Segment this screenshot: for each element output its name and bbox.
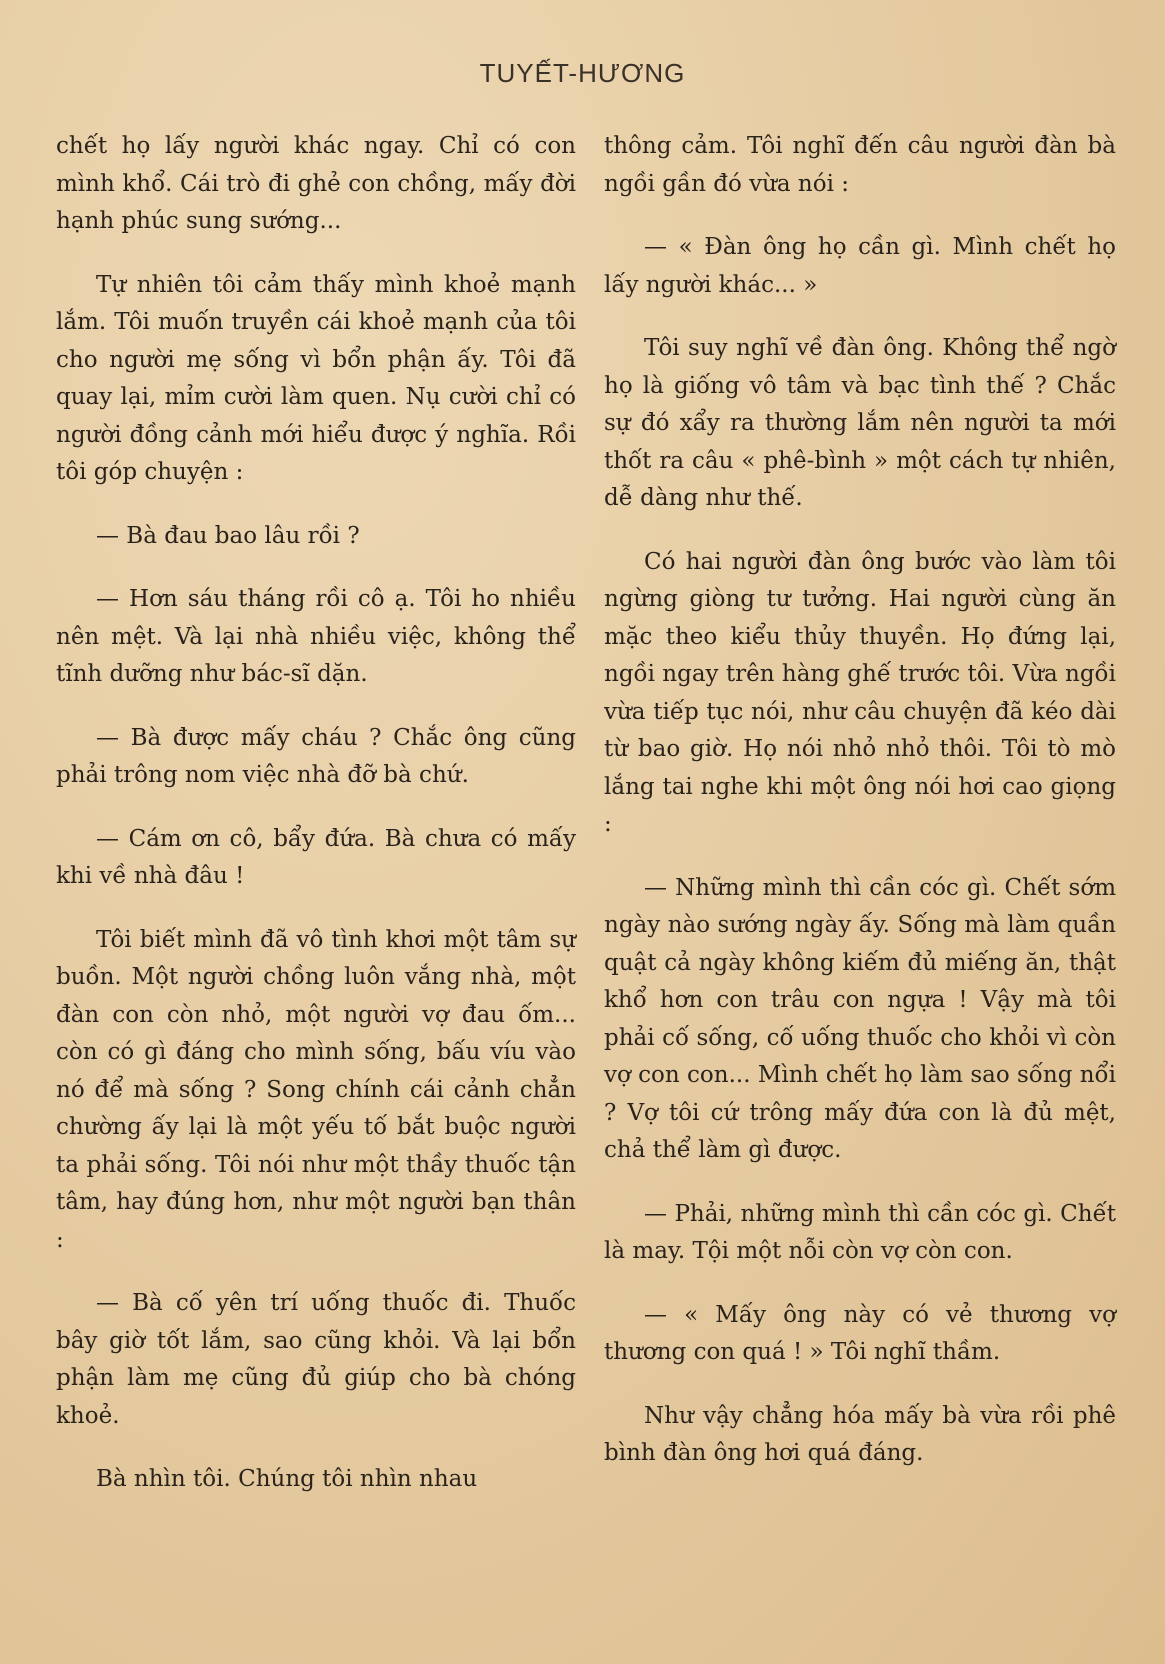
paragraph: Bà nhìn tôi. Chúng tôi nhìn nhau <box>96 1466 478 1492</box>
paragraph: chết họ lấy người khác ngay. Chỉ có con mình khổ. Cái trò đi ghẻ con chồng, mấy đời hạnh phúc sung sướng... <box>56 133 576 234</box>
dialogue-line: — Cám ơn cô, bẩy đứa. Bà chưa có mấy khi về nhà đâu ! <box>56 825 576 889</box>
dialogue-line: — Những mình thì cần cóc gì. Chết sớm ngày nào sướng ngày ấy. Sống mà làm quần quật cả ngày không kiếm đủ miếng ăn, thật khổ hơn con trâu con ngựa ! Vậy mà tôi phải cố sống, cố uống thuốc cho khỏi vì còn vợ con con... Mình chết họ làm sao sống nổi ? Vợ tôi cứ trông mấy đứa con là đủ mệt, chả thể làm gì được. <box>604 874 1116 1163</box>
right-text-column <box>604 128 1116 1499</box>
paragraph: Tự nhiên tôi cảm thấy mình khoẻ mạnh lắm. Tôi muốn truyền cái khoẻ mạnh của tôi cho người mẹ sống vì bổn phận ấy. Tôi đã quay lại, mỉm cười làm quen. Nụ cười chỉ có người đồng cảnh mới hiểu được ý nghĩa. Rồi tôi góp chuyện : <box>56 271 576 485</box>
dialogue-line: — « Đàn ông họ cần gì. Mình chết họ lấy người khác... » <box>604 234 1116 298</box>
dialogue-line: — Hơn sáu tháng rồi cô ạ. Tôi ho nhiều nên mệt. Và lại nhà nhiều việc, không thể tĩnh dưỡng như bác-sĩ dặn. <box>56 586 576 687</box>
left-text-column <box>56 128 576 1525</box>
dialogue-line: — Bà đau bao lâu rồi ? <box>96 522 360 549</box>
paragraph: Như vậy chẳng hóa mấy bà vừa rồi phê bình đàn ông hơi quá đáng. <box>604 1402 1116 1466</box>
paragraph: thông cảm. Tôi nghĩ đến câu người đàn bà ngồi gần đó vừa nói : <box>604 133 1116 197</box>
page-header-title: TUYẾT-HƯƠNG <box>479 58 686 88</box>
dialogue-line: — Bà được mấy cháu ? Chắc ông cũng phải trông nom việc nhà đỡ bà chứ. <box>56 724 576 788</box>
dialogue-line: — Phải, những mình thì cần cóc gì. Chết là may. Tội một nỗi còn vợ còn con. <box>604 1200 1116 1264</box>
paragraph: Tôi biết mình đã vô tình khơi một tâm sự buồn. Một người chồng luôn vắng nhà, một đàn con còn nhỏ, một người vợ đau ốm... còn có gì đáng cho mình sống, bấu víu vào nó để mà sống ? Song chính cái cảnh chẳn chường ấy lại là một yếu tố bắt buộc người ta phải sống. Tôi nói như một thầy thuốc tận tâm, hay đúng hơn, như một người bạn thân : <box>56 926 576 1253</box>
dialogue-line: — Bà cố yên trí uống thuốc đi. Thuốc bây giờ tốt lắm, sao cũng khỏi. Và lại bổn phận làm mẹ cũng đủ giúp cho bà chóng khoẻ. <box>56 1290 576 1429</box>
paragraph: Có hai người đàn ông bước vào làm tôi ngừng giòng tư tưởng. Hai người cùng ăn mặc theo kiểu thủy thuyền. Họ đứng lại, ngồi ngay trên hàng ghế trước tôi. Vừa ngồi vừa tiếp tục nói, như câu chuyện đã kéo dài từ bao giờ. Họ nói nhỏ nhỏ thôi. Tôi tò mò lắng tai nghe khi một ông nói hơi cao giọng : <box>604 548 1116 837</box>
paragraph: Tôi suy nghĩ về đàn ông. Không thể ngờ họ là giống vô tâm và bạc tình thế ? Chắc sự đó xẩy ra thường lắm nên người ta mới thốt ra câu « phê-bình » một cách tự nhiên, dễ dàng như thế. <box>604 335 1116 511</box>
dialogue-line: — « Mấy ông này có vẻ thương vợ thương con quá ! » Tôi nghĩ thầm. <box>604 1301 1116 1365</box>
